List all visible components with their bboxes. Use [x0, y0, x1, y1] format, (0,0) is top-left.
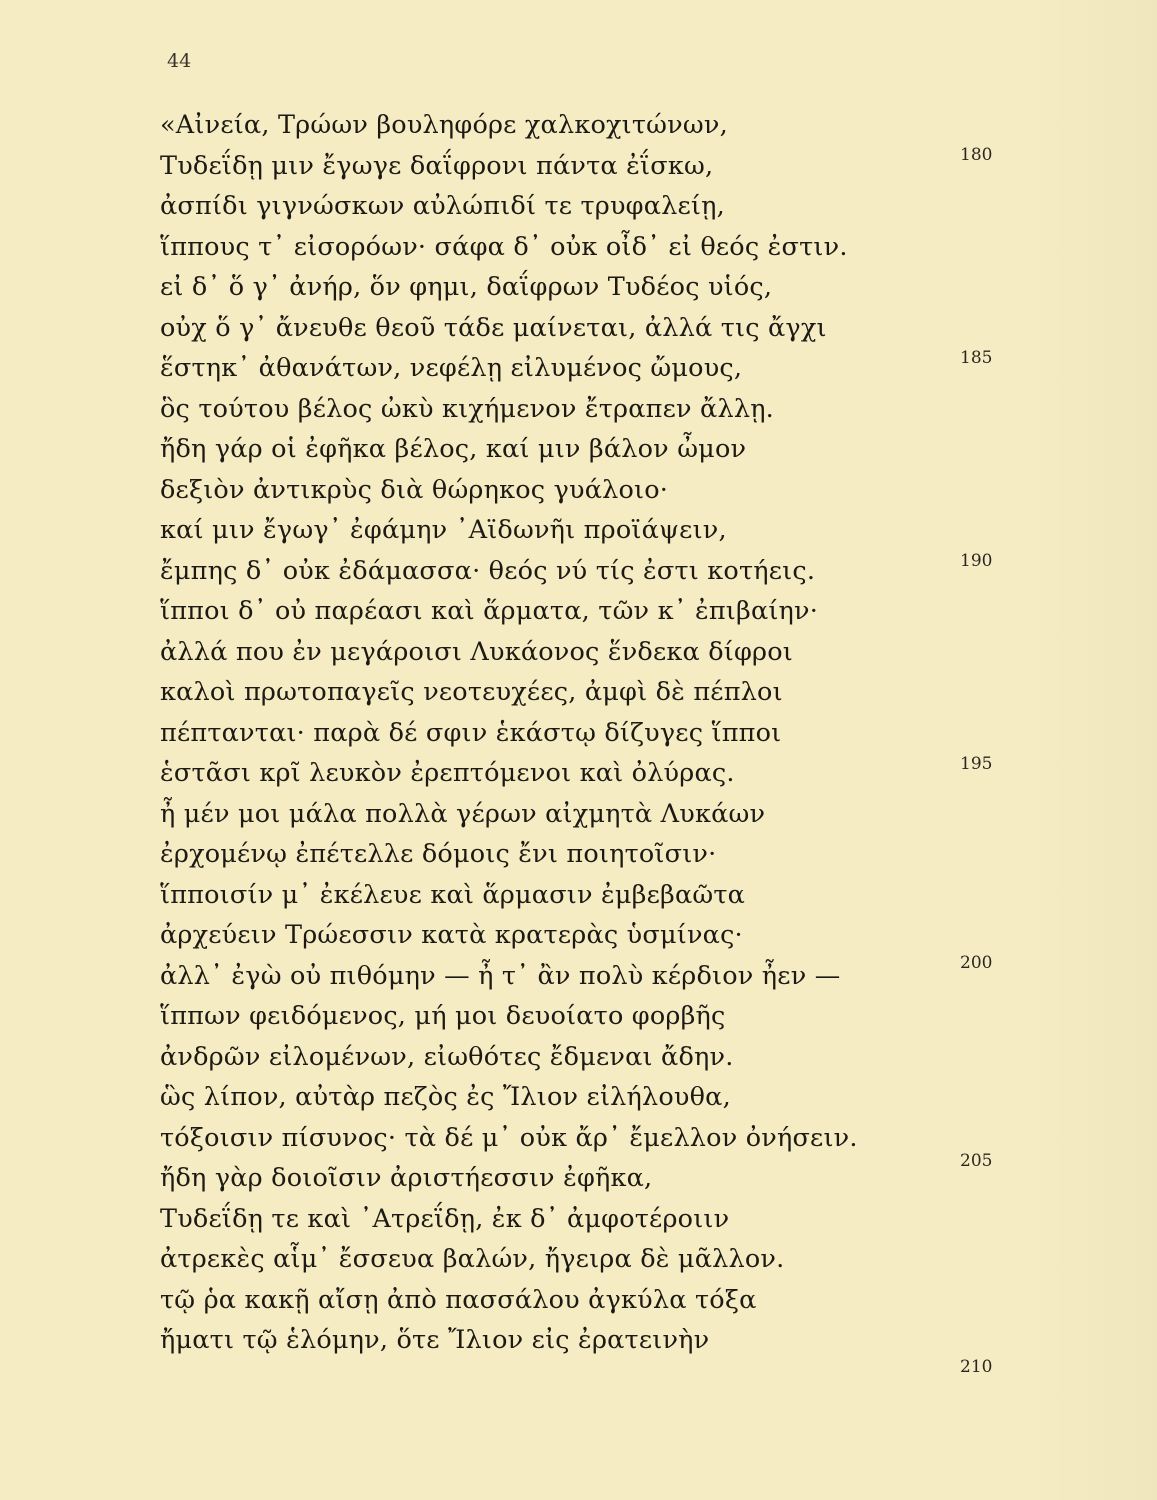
verse-line: «Αἰνεία, Τρώων βουληφόρε χαλκοχιτώνων,	[160, 110, 728, 140]
verse-line: ἀτρεκὲς αἷμ᾽ ἔσσευα βαλών, ἤγειρα δὲ μᾶλλον.	[160, 1244, 785, 1274]
verse-line: ἦ μέν μοι μάλα πολλὰ γέρων αἰχμητὰ Λυκάων	[160, 798, 766, 829]
verse-block	[160, 105, 920, 1361]
verse-line: ἀλλ᾽ ἐγὼ οὐ πιθόμην — ἦ τ᾽ ἂν πολὺ κέρδιον ἦεν —	[160, 960, 841, 991]
verse-line: ἤδη γάρ οἱ ἐφῆκα βέλος, καί μιν βάλον ὦμον	[160, 434, 747, 464]
verse-line: ὃς τούτου βέλος ὠκὺ κιχήμενον ἔτραπεν ἄλλῃ.	[160, 393, 774, 424]
line-number: 200	[960, 953, 993, 973]
line-number: 190	[960, 551, 993, 571]
verse-line: ἀσπίδι γιγνώσκων αὐλώπιδί τε τρυφαλείῃ,	[160, 191, 725, 221]
line-number: 180	[960, 145, 993, 165]
verse-line: καί μιν ἔγωγ᾽ ἐφάμην ᾿Αϊδωνῆι προϊάψειν,	[160, 515, 727, 545]
verse-line: ἵπποισίν μ᾽ ἐκέλευε καὶ ἅρμασιν ἐμβεβαῶτα	[160, 879, 746, 910]
verse-line: καλοὶ πρωτοπαγεῖς νεοτευχέες, ἀμφὶ δὲ πέπλοι	[160, 677, 783, 707]
verse-line: ἤματι τῷ ἑλόμην, ὅτε Ἴλιον εἰς ἐρατεινὴν	[160, 1325, 710, 1355]
verse-line: ἵππους τ᾽ εἰσορόων· σάφα δ᾽ οὐκ οἶδ᾽ εἰ θεός ἐστιν.	[160, 231, 848, 262]
line-number: 205	[960, 1151, 993, 1171]
verse-line: ἀνδρῶν εἰλομένων, εἰωθότες ἔδμεναι ἄδην.	[160, 1041, 734, 1072]
facing-page-shadow	[1027, 0, 1157, 1500]
verse-line: ἤδη γὰρ δοιοῖσιν ἀριστήεσσιν ἐφῆκα,	[160, 1163, 653, 1193]
verse-line: οὐχ ὅ γ᾽ ἄνευθε θεοῦ τάδε μαίνεται, ἀλλά τις ἄγχι	[160, 312, 827, 343]
line-number: 185	[960, 348, 993, 368]
verse-line: ὣς λίπον, αὐτὰρ πεζὸς ἐς Ἴλιον εἰλήλουθα,	[160, 1082, 731, 1112]
verse-line: δεξιὸν ἀντικρὺς διὰ θώρηκος γυάλοιο·	[160, 474, 669, 505]
verse-line: πέπτανται· παρὰ δέ σφιν ἑκάστῳ δίζυγες ἵπποι	[160, 717, 782, 748]
verse-line: ἵπποι δ᾽ οὐ παρέασι καὶ ἅρματα, τῶν κ᾽ ἐπιβαίην·	[160, 596, 819, 626]
verse-line: ἕστηκ᾽ ἀθανάτων, νεφέλῃ εἰλυμένος ὤμους,	[160, 353, 743, 383]
verse-line: ἔμπης δ᾽ οὐκ ἐδάμασσα· θεός νύ τίς ἐστι κοτήεις.	[160, 555, 816, 586]
line-number: 195	[960, 754, 993, 774]
verse-line: ἑστᾶσι κρῖ λευκὸν ἐρεπτόμενοι καὶ ὀλύρας.	[160, 758, 735, 788]
verse-line: ἀρχεύειν Τρώεσσιν κατὰ κρατερὰς ὑσμίνας·	[160, 920, 743, 950]
verse-line: τῷ ῥα κακῇ αἴσῃ ἀπὸ πασσάλου ἀγκύλα τόξα	[160, 1284, 757, 1315]
verse-line: τόξοισιν πίσυνος· τὰ δέ μ᾽ οὐκ ἄρ᾽ ἔμελλον ὀνήσειν.	[160, 1122, 858, 1153]
verse-line: ἵππων φειδόμενος, μή μοι δευοίατο φορβῆς	[160, 1001, 726, 1031]
verse-line: Τυδεΐδῃ μιν ἔγωγε δαΐφρονι πάντα ἐΐσκω,	[160, 150, 714, 181]
verse-line: ἀλλά που ἐν μεγάροισι Λυκάονος ἕνδεκα δίφροι	[160, 636, 794, 667]
verse-line: Τυδεΐδῃ τε καὶ ᾿Ατρεΐδῃ, ἐκ δ᾽ ἀμφοτέροιιν	[160, 1203, 730, 1234]
line-number: 210	[960, 1357, 993, 1377]
verse-line: εἰ δ᾽ ὅ γ᾽ ἀνήρ, ὅν φημι, δαΐφρων Τυδέος υἱός,	[160, 272, 773, 302]
verse-line: ἐρχομένῳ ἐπέτελλε δόμοις ἔνι ποιητοῖσιν·	[160, 839, 717, 869]
page-number: 44	[167, 50, 192, 72]
